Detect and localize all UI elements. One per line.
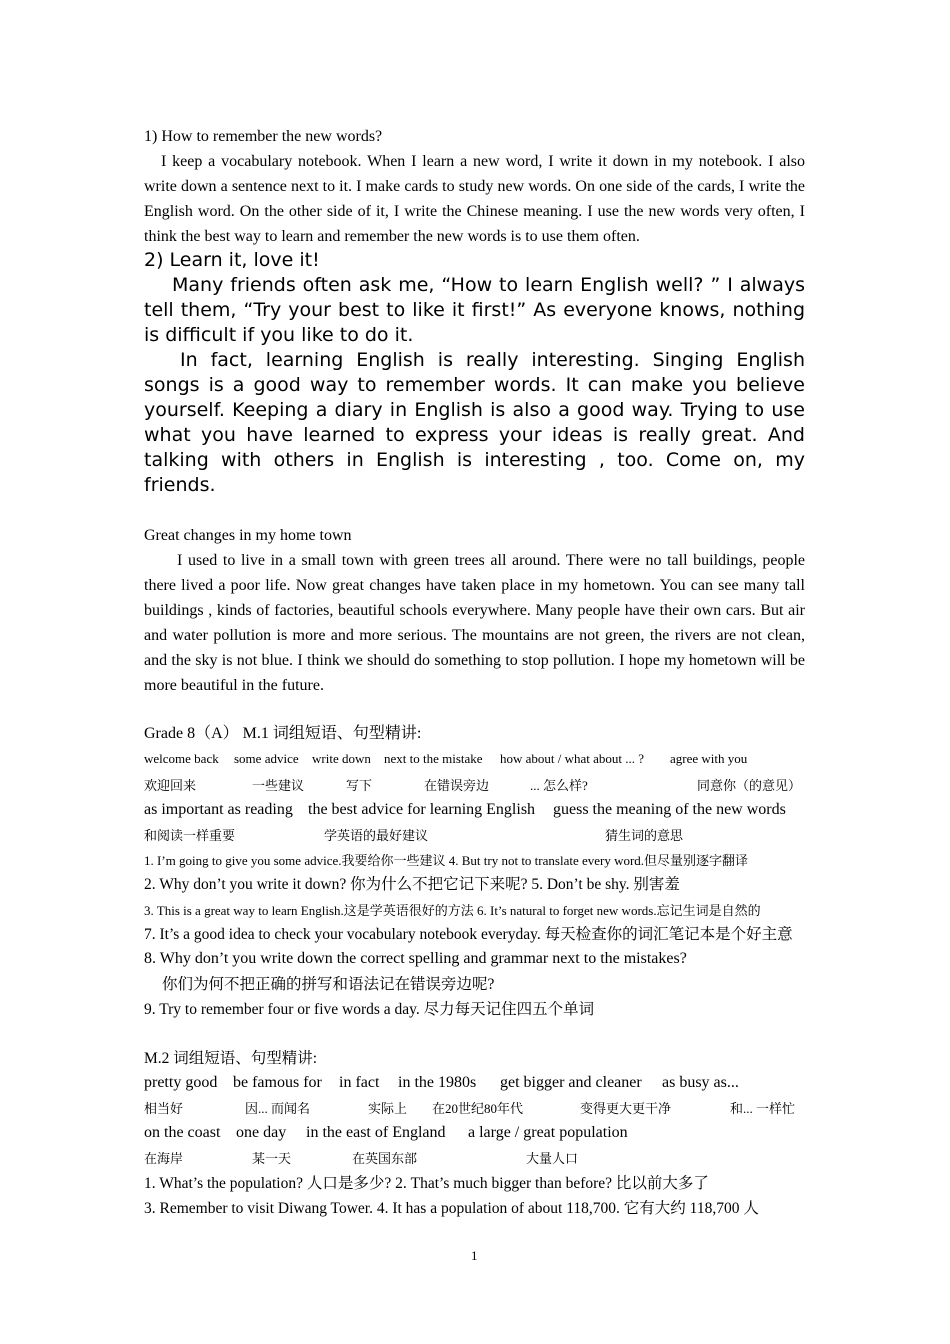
phrase: as important as reading bbox=[144, 801, 293, 818]
phrase: welcome back bbox=[144, 751, 219, 766]
m2-sentence-3-4: 3. Remember to visit Diwang Tower. 4. It has a population of about 118,700. 它有大约 118,700 人 bbox=[144, 1200, 759, 1217]
m2-heading: M.2 词组短语、句型精讲: bbox=[144, 1050, 318, 1067]
phrase: a large / great population bbox=[468, 1124, 628, 1141]
meaning: 和... 一样忙 bbox=[730, 1101, 796, 1116]
meaning: 变得更大更干净 bbox=[580, 1101, 672, 1116]
phrase: some advice bbox=[234, 751, 299, 766]
phrase: pretty good bbox=[144, 1074, 218, 1091]
meaning: ... 怎么样? bbox=[530, 778, 588, 793]
m1-sentence-8: 8. Why don’t you write down the correct spelling and grammar next to the mistakes? bbox=[144, 950, 687, 967]
meaning: 大量人口 bbox=[526, 1151, 579, 1166]
meaning: 某一天 bbox=[252, 1151, 292, 1166]
phrase: in the east of England bbox=[306, 1124, 446, 1141]
phrase: guess the meaning of the new words bbox=[553, 801, 786, 818]
meaning: 写下 bbox=[346, 778, 373, 793]
section3-body: I used to live in a small town with green trees all around. There were no tall buildings, people there lived a poor life. Now great changes have taken place in my hometown. You can see many tall buildings , kinds of factories, beautiful schools everywhere. Many people have their own cars. But air and water pollution is more and more serious. The mountains are not green, the rivers are not clean, and the sky is not blue. I think we should do something to stop pollution. I hope my hometown will be more beautiful in the future. bbox=[144, 552, 805, 694]
meaning: 在海岸 bbox=[144, 1151, 184, 1166]
phrase: the best advice for learning English bbox=[308, 801, 536, 818]
meaning: 同意你（的意见） bbox=[697, 778, 802, 793]
phrase: in fact bbox=[339, 1074, 380, 1091]
meaning: 在英国东部 bbox=[352, 1151, 418, 1166]
m1-sentence-1-4: 1. I’m going to give you some advice.我要给你一些建议 4. But try not to translate every word.但尽量别逐字翻译 bbox=[144, 853, 749, 868]
meaning: 学英语的最好建议 bbox=[324, 828, 429, 843]
m1-sentence-9: 9. Try to remember four or five words a day. 尽力每天记住四五个单词 bbox=[144, 1001, 595, 1018]
m1-sentence-8-translation: 你们为何不把正确的拼写和语法记在错误旁边呢? bbox=[162, 976, 495, 993]
meaning: 猜生词的意思 bbox=[605, 828, 684, 843]
section1-heading: 1) How to remember the new words? bbox=[144, 128, 383, 145]
section2-para1: Many friends often ask me, “How to learn English well? ” I always tell them, “Try your best to like it first!” As everyone knows, nothing is difficult if you like to do it. bbox=[144, 274, 805, 346]
page-number: 1 bbox=[471, 1248, 478, 1263]
meaning: 实际上 bbox=[368, 1101, 408, 1116]
phrase: one day bbox=[236, 1124, 287, 1141]
meaning: 和阅读一样重要 bbox=[144, 828, 236, 843]
meaning: 一些建议 bbox=[252, 778, 305, 793]
meaning: 欢迎回来 bbox=[144, 778, 197, 793]
section2-heading: 2) Learn it, love it! bbox=[144, 249, 320, 271]
meaning: 在20世纪80年代 bbox=[432, 1101, 524, 1116]
phrase: next to the mistake bbox=[384, 751, 483, 766]
phrase: agree with you bbox=[670, 751, 748, 766]
phrase: as busy as... bbox=[662, 1074, 739, 1091]
section2-para2: In fact, learning English is really interesting. Singing English songs is a good way to remember words. It can make you believe yourself. Keeping a diary in English is also a good way. Trying to use what you have learned to express your ideas is really great. And talking with others in English is interesting , too. Come on, my friends. bbox=[144, 349, 805, 496]
section1-body: I keep a vocabulary notebook. When I learn a new word, I write it down in my notebook. I also write down a sentence next to it. I make cards to study new words. On one side of the cards, I write the English word. On the other side of it, I write the Chinese meaning. I use the new words very often, I think the best way to learn and remember the new words is to use them often. bbox=[144, 153, 805, 245]
m2-sentence-1-2: 1. What’s the population? 人口是多少? 2. That’s much bigger than before? 比以前大多了 bbox=[144, 1175, 709, 1192]
meaning: 因... 而闻名 bbox=[245, 1101, 311, 1116]
m1-heading: Grade 8（A） M.1 词组短语、句型精讲: bbox=[144, 725, 422, 742]
phrase: on the coast bbox=[144, 1124, 221, 1141]
phrase: in the 1980s bbox=[398, 1074, 477, 1091]
section3-heading: Great changes in my home town bbox=[144, 527, 352, 544]
meaning: 相当好 bbox=[144, 1101, 184, 1116]
phrase: write down bbox=[312, 751, 371, 766]
m1-sentence-2-5: 2. Why don’t you write it down? 你为什么不把它记下来呢? 5. Don’t be shy. 别害羞 bbox=[144, 876, 680, 893]
m1-sentence-3-6: 3. This is a great way to learn English.这是学英语很好的方法 6. It’s natural to forget new words.忘记生词是自然的 bbox=[144, 903, 761, 918]
phrase: be famous for bbox=[233, 1074, 322, 1091]
m1-sentence-7: 7. It’s a good idea to check your vocabulary notebook everyday. 每天检查你的词汇笔记本是个好主意 bbox=[144, 926, 793, 943]
phrase: how about / what about ... ? bbox=[500, 751, 645, 766]
phrase: get bigger and cleaner bbox=[500, 1074, 642, 1091]
meaning: 在错误旁边 bbox=[424, 778, 490, 793]
